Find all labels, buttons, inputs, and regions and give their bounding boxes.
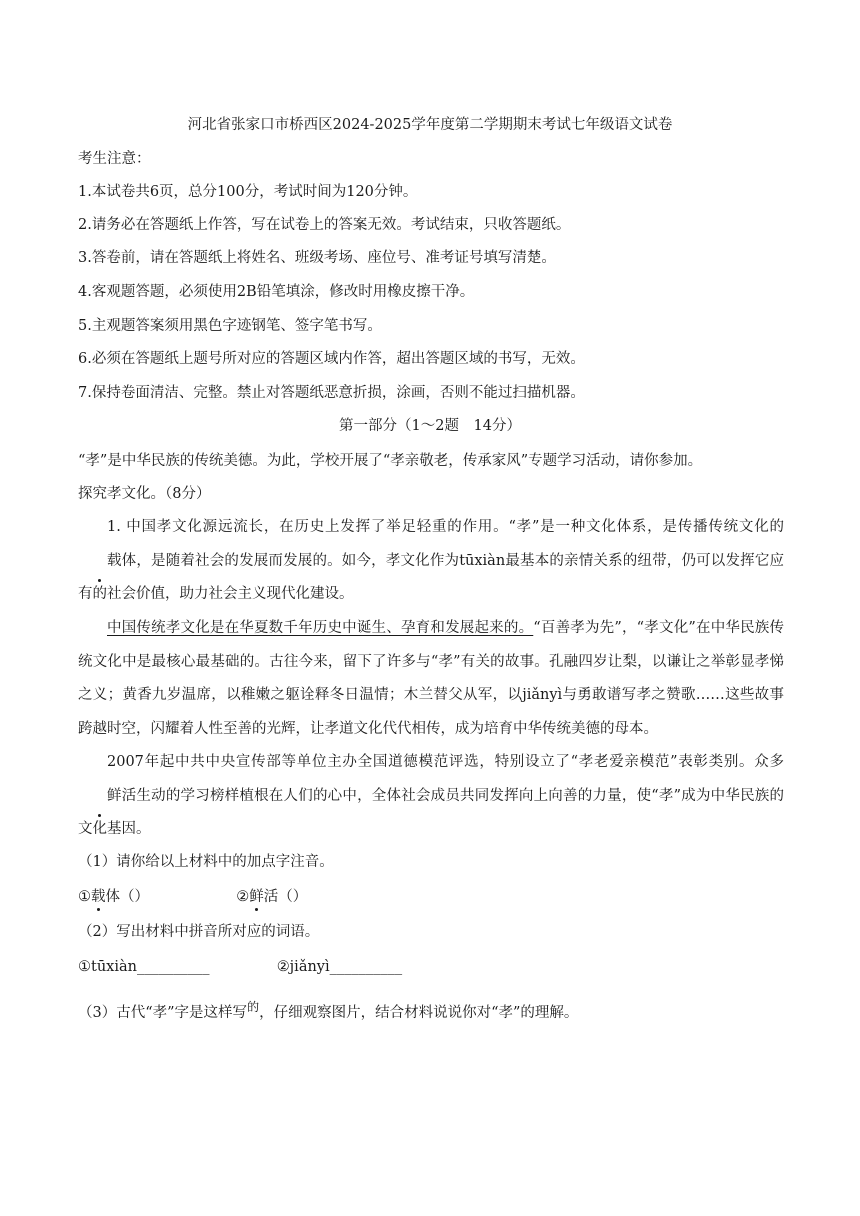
dotted-char: 载 [91, 889, 106, 905]
question-3-text: ，仔细观察图片，结合材料说说你对“孝”的理解。 [259, 1005, 579, 1021]
material-paragraph-1 [78, 511, 784, 612]
paragraph-text: 体，是随着社会的发展而发展的。如今，孝文化作为tūxiàn最基本的亲情关系的纽带，仍可以发挥它应有的社会价值，助力社会主义现代化建设。 [78, 552, 784, 602]
part-heading: 第一部分（1～2题 14分） [339, 418, 521, 434]
intro-text: “孝”是中华民族的传统美德。为此，学校开展了“孝亲敬老，传承家风”专题学习活动，请你参加。 [78, 453, 703, 469]
answer-blank: 活（） [263, 889, 308, 905]
answer-a [78, 889, 149, 905]
paragraph-text: 活生动的学习榜样植根在人们的心中，全体社会成员共同发挥向上向善的力量，使“孝”成为中华民族的文化基因。 [78, 787, 784, 837]
section-heading: 探究孝文化。（8分） [78, 486, 211, 502]
question-2-label: （2）写出材料中拼音所对应的词语。 [78, 924, 320, 940]
material-paragraph-3 [78, 746, 784, 847]
answer-b: ②jiǎnyì__________ [276, 959, 403, 975]
paragraph-text: 2007年起中共中央宣传部等单位主办全国道德模范评选，特别设立了“孝老爱亲模范”表彰类别。众多 [107, 754, 784, 770]
question-3-text: （3）古代“孝”字是这样写 [78, 1005, 248, 1021]
dotted-char: 载 [78, 545, 122, 579]
answer-blank: 体（） [105, 889, 149, 905]
answer-a: ①tūxiàn__________ [78, 959, 210, 975]
notice-item: 3.答卷前，请在答题纸上将姓名、班级考场、座位号、准考证号填写清楚。 [78, 250, 556, 266]
paragraph-text: 1. 中国孝文化源远流长，在历史上发挥了举足轻重的作用。“孝”是一种文化体系，是传播传统文化的 [107, 519, 784, 535]
question-3-sup: 的 [247, 1000, 260, 1014]
notice-heading: 考生注意： [78, 151, 151, 167]
question-1-label: （1）请你给以上材料中的加点字注音。 [78, 854, 334, 870]
question-3 [78, 997, 578, 1023]
notice-item: 6.必须在答题纸上题号所对应的答题区域内作答，超出答题区域的书写，无效。 [78, 351, 585, 367]
notice-item: 1.本试卷共6页，总分100分，考试时间为120分钟。 [78, 184, 418, 200]
notice-item: 5.主观题答案须用黑色字迹钢笔、签字笔书写。 [78, 318, 382, 334]
exam-title: 河北省张家口市桥西区2024-2025学年度第二学期期末考试七年级语文试卷 [187, 117, 673, 133]
notice-item: 7.保持卷面清洁、完整。禁止对答题纸恶意折损，涂画，否则不能过扫描机器。 [78, 385, 585, 401]
answer-number: ② [236, 889, 250, 905]
underlined-sentence: 中国传统孝文化是在华夏数千年历史中诞生、孕育和发展起来的。 [107, 620, 534, 636]
notice-item: 2.请务必在答题纸上作答，写在试卷上的答案无效。考试结束，只收答题纸。 [78, 217, 571, 233]
dotted-char: 鲜 [78, 780, 122, 814]
answer-b [236, 889, 307, 905]
question-1-answers [78, 887, 307, 907]
material-paragraph-2 [78, 612, 784, 746]
answer-number: ① [78, 889, 91, 905]
paragraph-text: “百善孝为先”，“孝文化”在中华民族传统文化中是最核心最基础的。古往今来，留下了许多与“孝”有关的故事。孔融四岁让梨，以谦让之举彰显孝悌之义；黄香九岁温席，以稚嫩之躯诠释冬日温情；木兰替父从军，以jiǎnyì与勇敢谱写孝之赞歌……这些故事跨越时空，闪耀着人性至善的光辉，让孝道文化代代相传，成为培育中华传统美德的母本。 [78, 620, 784, 737]
notice-item: 4.客观题答题，必须使用2B铅笔填涂，修改时用橡皮擦干净。 [78, 284, 475, 300]
question-2-answers [78, 957, 402, 977]
dotted-char: 鲜 [249, 889, 264, 905]
